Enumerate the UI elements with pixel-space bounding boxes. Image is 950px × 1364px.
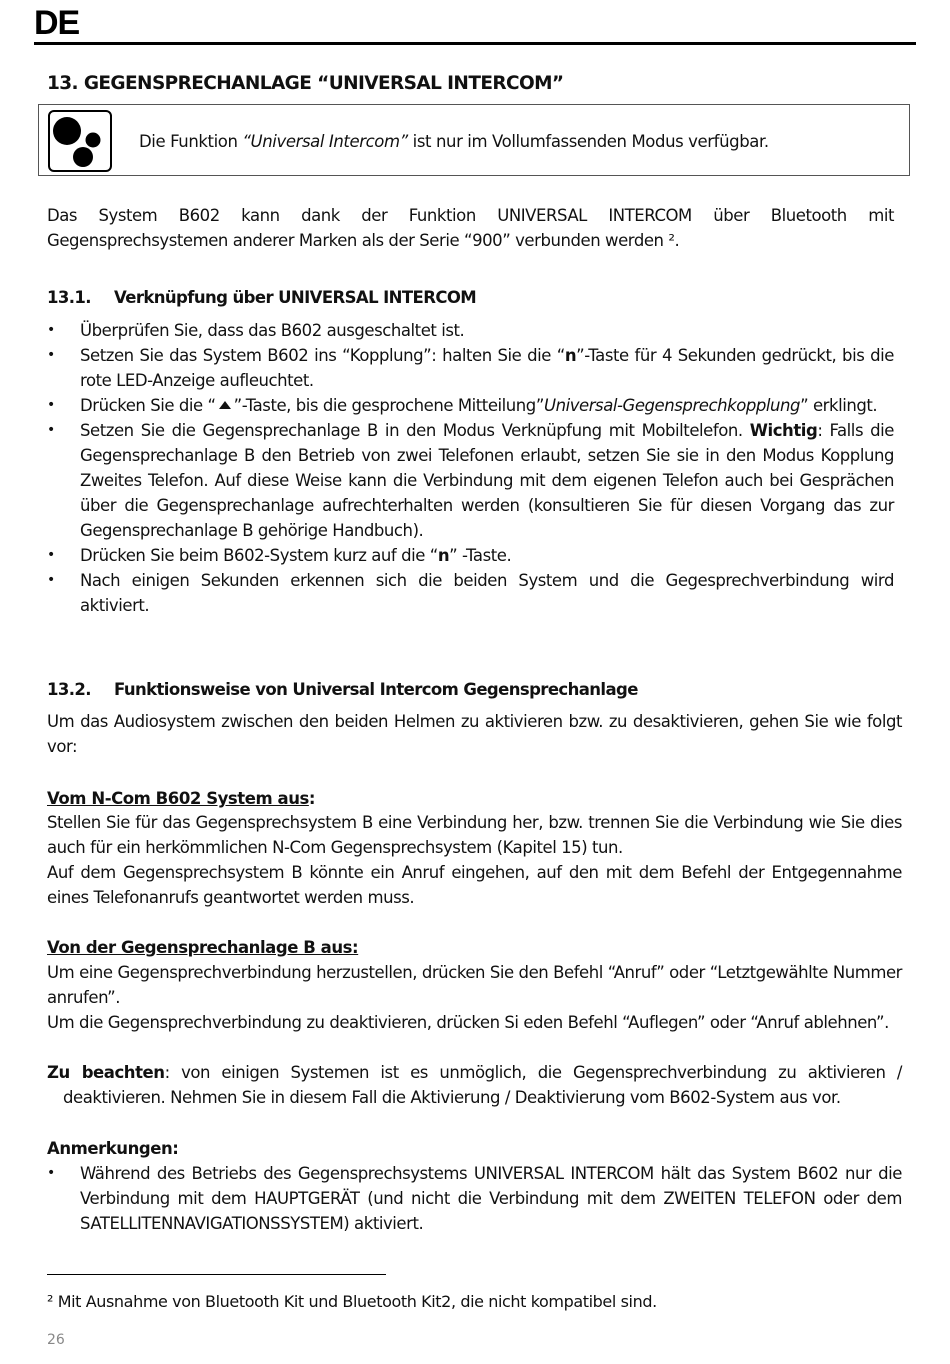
subsection-heading-13-1: 13.1. Verknüpfung über UNIVERSAL INTERCOM [47, 288, 477, 307]
list-item: • Überprüfen Sie, dass das B602 ausgeschaltet ist. [47, 318, 894, 343]
list-item: • Drücken Sie beim B602-System kurz auf die “n” -Taste. [47, 543, 894, 568]
from-ncom-paragraph-2: Auf dem Gegensprechsystem B könnte ein Anruf eingehen, auf den mit dem Befehl der Entgegennahme eines Telefonanrufs geantwortet werden muss. [47, 863, 902, 907]
page-number: 26 [47, 1332, 65, 1348]
pairing-steps-list [47, 318, 894, 618]
operation-intro: Um das Audiosystem zwischen den beiden Helmen zu aktivieren bzw. zu desaktivieren, gehen Sie wie folgt vor: [47, 712, 902, 756]
remarks-heading: Anmerkungen: [47, 1139, 179, 1158]
header-rule [34, 42, 916, 45]
remarks-list [47, 1161, 902, 1236]
list-item: • Während des Betriebs des Gegensprechsystems UNIVERSAL INTERCOM hält das System B602 nur die Verbindung mit dem HAUPTGERÄT (und nicht die Verbindung mit dem ZWEITEN TELEFON oder dem SATELLITENNAVIGATIONSSYSTEM) aktiviert. [47, 1161, 902, 1236]
from-ncom-paragraph-1: Stellen Sie für das Gegensprechsystem B eine Verbindung her, bzw. trennen Sie die Verbindung wie Sie dies auch für ein herkömmlichen N-Com Gegensprechsystem (Kapitel 15) tun. [47, 813, 902, 857]
from-intercom-b-paragraph-1: Um eine Gegensprechverbindung herzustellen, drücken Sie den Befehl “Anruf” oder “Letztgewählte Nummer anrufen”. [47, 963, 902, 1007]
notice-box [38, 104, 910, 176]
subsection-heading-13-2: 13.2. Funktionsweise von Universal Intercom Gegensprechanlage [47, 680, 638, 699]
from-intercom-b-paragraph-2: Um die Gegensprechverbindung zu deaktivieren, drücken Si eden Befehl “Auflegen” oder “Anruf ablehnen”. [47, 1013, 889, 1032]
language-label: DE [34, 4, 80, 42]
list-item: • Setzen Sie die Gegensprechanlage B in den Modus Verknüpfung mit Mobiltelefon. Wichtig: Falls die Gegensprechanlage B den Betrieb von zwei Telefonen erlaubt, setzen Sie sie in den Modus Kopplung Zweites Telefon. Auf diese Weise kann die Verbindung mit dem eigenen Telefon auch bei Gesprächen über die Gegensprechanlage aufrechterhalten werden (konsultieren Sie für diesen Vorgang das zur Gegensprechanlage B gehörige Handbuch). [47, 418, 894, 543]
from-intercom-b-heading: Von der Gegensprechanlage B aus: [47, 938, 359, 957]
list-item: • Setzen Sie das System B602 ins “Kopplung”: halten Sie die “n”-Taste für 4 Sekunden gedrückt, bis die rote LED-Anzeige aufleuchtet. [47, 343, 894, 393]
list-item: • Drücken Sie die “ ”-Taste, bis die gesprochene Mitteilung”Universal-Gegensprechkopplung” erklingt. [47, 393, 894, 418]
footnote-rule [47, 1274, 386, 1275]
triangle-up-key-icon [219, 401, 231, 409]
note-line-2: deaktivieren. Nehmen Sie in diesem Fall die Aktivierung / Deaktivierung vom B602-System aus vor. [63, 1088, 841, 1107]
intro-line-2: Gegensprechsystemen anderer Marken als der Serie “900” verbunden werden ². [47, 231, 680, 250]
list-item: • Nach einigen Sekunden erkennen sich die beiden System und die Gegesprechverbindung wird aktiviert. [47, 568, 894, 618]
intro-line-1: Das System B602 kann dank der Funktion UNIVERSAL INTERCOM über Bluetooth mit [47, 206, 894, 225]
section-title: 13. GEGENSPRECHANLAGE “UNIVERSAL INTERCOM” [47, 73, 564, 94]
three-dots-mode-icon [48, 110, 112, 172]
from-ncom-heading: Vom N-Com B602 System aus: [47, 789, 316, 808]
notice-text: Die Funktion “Universal Intercom” ist nur im Vollumfassenden Modus verfügbar. [139, 132, 769, 151]
note-line-1: Zu beachten: von einigen Systemen ist es unmöglich, die Gegensprechverbindung zu aktivieren / [47, 1063, 902, 1082]
footnote: ² Mit Ausnahme von Bluetooth Kit und Bluetooth Kit2, die nicht kompatibel sind. [47, 1292, 657, 1311]
